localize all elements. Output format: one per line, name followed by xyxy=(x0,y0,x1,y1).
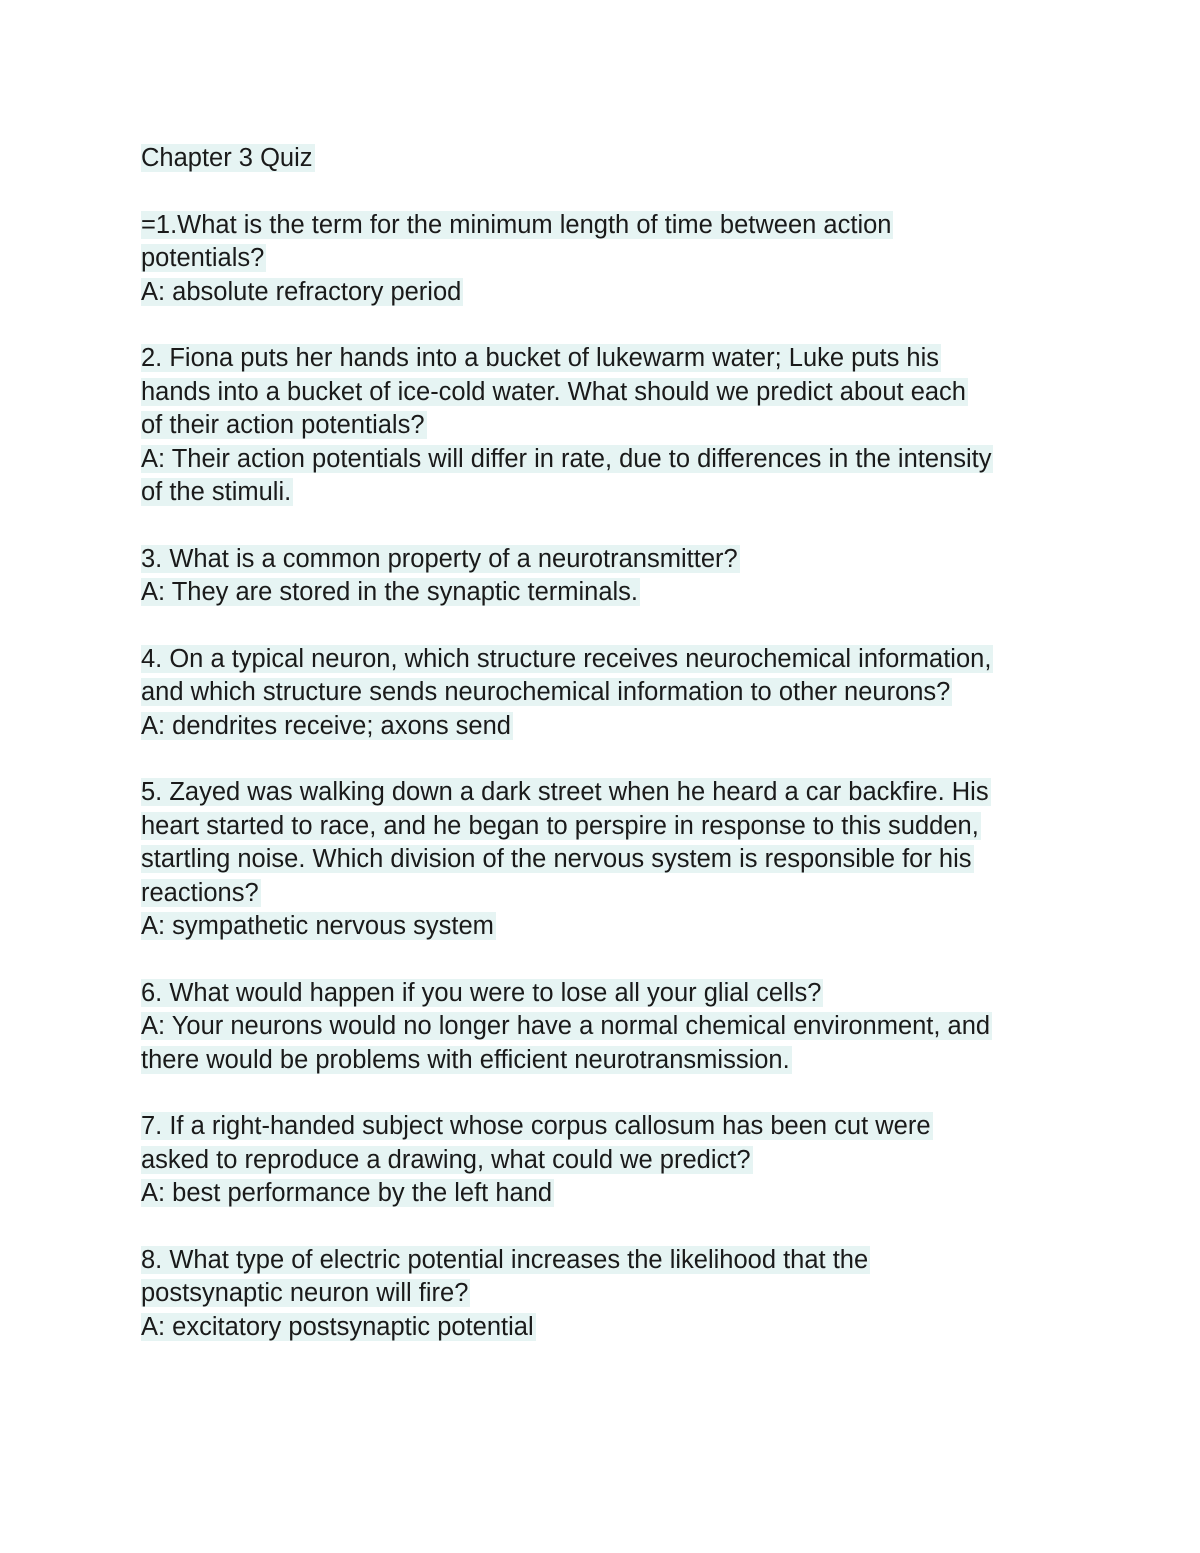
question-line: 6. What would happen if you were to lose all your glial cells? xyxy=(141,978,822,1007)
question-line: and which structure sends neurochemical information to other neurons? xyxy=(141,678,951,707)
question-line: postsynaptic neuron will fire? xyxy=(141,1279,469,1308)
quiz-item-6 xyxy=(141,977,1071,1077)
question-line: =1.What is the term for the minimum length of time between action xyxy=(141,210,892,239)
spacer xyxy=(141,175,1071,208)
question-line: 5. Zayed was walking down a dark street when he heard a car backfire. His xyxy=(141,778,989,807)
spacer xyxy=(141,1211,1071,1244)
answer-line: A: Your neurons would no longer have a normal chemical environment, and xyxy=(141,1012,991,1041)
answer-line: A: best performance by the left hand xyxy=(141,1179,553,1208)
question-line: 3. What is a common property of a neurotransmitter? xyxy=(141,544,738,573)
question-line: hands into a bucket of ice-cold water. What should we predict about each xyxy=(141,377,966,406)
question-line: potentials? xyxy=(141,244,265,273)
quiz-item-1 xyxy=(141,209,1071,309)
spacer xyxy=(141,743,1071,776)
spacer xyxy=(141,609,1071,642)
answer-line: A: They are stored in the synaptic terminals. xyxy=(141,578,639,607)
page-title: Chapter 3 Quiz xyxy=(141,144,313,172)
question-line: 4. On a typical neuron, which structure receives neurochemical information, xyxy=(141,644,992,673)
question-line: reactions? xyxy=(141,878,259,907)
question-line: 2. Fiona puts her hands into a bucket of lukewarm water; Luke puts his xyxy=(141,344,940,373)
question-line: 8. What type of electric potential increases the likelihood that the xyxy=(141,1245,869,1274)
question-line: 7. If a right-handed subject whose corpus callosum has been cut were xyxy=(141,1112,931,1141)
answer-line: there would be problems with efficient neurotransmission. xyxy=(141,1045,790,1074)
answer-line: A: sympathetic nervous system xyxy=(141,911,494,940)
quiz-item-8 xyxy=(141,1244,1071,1344)
spacer xyxy=(141,509,1071,542)
answer-line: A: excitatory postsynaptic potential xyxy=(141,1312,534,1341)
quiz-item-7 xyxy=(141,1110,1071,1210)
spacer xyxy=(141,943,1071,976)
answer-line: of the stimuli. xyxy=(141,477,292,506)
quiz-item-4 xyxy=(141,643,1071,743)
quiz-item-2 xyxy=(141,342,1071,509)
quiz-item-5 xyxy=(141,776,1071,943)
question-line: of their action potentials? xyxy=(141,411,425,440)
spacer xyxy=(141,309,1071,342)
question-line: heart started to race, and he began to perspire in response to this sudden, xyxy=(141,811,979,840)
quiz-item-3 xyxy=(141,543,1071,610)
answer-line: A: absolute refractory period xyxy=(141,277,462,306)
question-line: startling noise. Which division of the nervous system is responsible for his xyxy=(141,845,972,874)
answer-line: A: dendrites receive; axons send xyxy=(141,711,511,740)
answer-line: A: Their action potentials will differ in rate, due to differences in the intensity xyxy=(141,444,992,473)
question-line: asked to reproduce a drawing, what could we predict? xyxy=(141,1145,751,1174)
spacer xyxy=(141,1077,1071,1110)
document-body xyxy=(141,142,1071,1344)
